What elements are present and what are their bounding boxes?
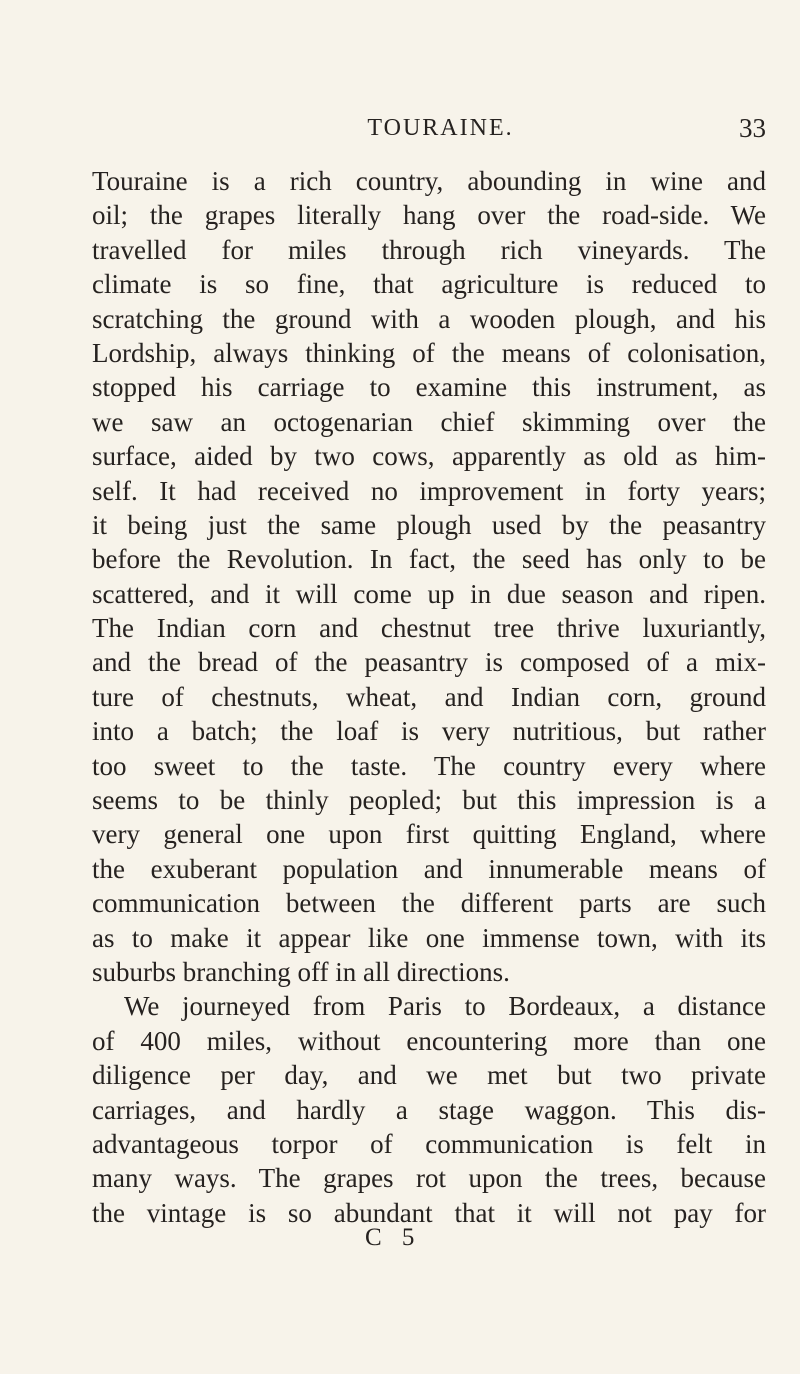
text-line: ture of chestnuts, wheat, and Indian corn, ground xyxy=(92,681,766,712)
text-line: the vintage is so abundant that it will not pay for xyxy=(92,1197,766,1228)
signature-mark: C 5 xyxy=(365,1224,422,1251)
text-line: it being just the same plough used by the peasantry xyxy=(92,509,766,540)
paragraph-start-line: We journeyed from Paris to Bordeaux, a distance xyxy=(124,991,766,1022)
text-line: self. It had received no improvement in forty years; xyxy=(92,475,766,506)
text-line: and the bread of the peasantry is composed of a mix- xyxy=(92,647,766,678)
text-line: seems to be thinly peopled; but this impression is a xyxy=(92,785,766,816)
text-line: diligence per day, and we met but two private xyxy=(92,1060,766,1091)
running-head xyxy=(115,112,766,144)
text-line: advantageous torpor of communication is felt in xyxy=(92,1128,766,1159)
text-line: before the Revolution. In fact, the seed has only to be xyxy=(92,544,766,575)
paragraph-end-line: suburbs branching off in all directions. xyxy=(92,956,510,987)
text-line: scattered, and it will come up in due season and ripen. xyxy=(92,578,766,609)
text-line: into a batch; the loaf is very nutritious, but rather xyxy=(92,716,766,747)
text-line: oil; the grapes literally hang over the road-side. We xyxy=(92,200,766,231)
text-line: Lordship, always thinking of the means of colonisation, xyxy=(92,337,766,368)
text-line: surface, aided by two cows, apparently as old as him- xyxy=(92,441,766,472)
text-line: many ways. The grapes rot upon the trees, because xyxy=(92,1163,766,1194)
text-line: too sweet to the taste. The country every where xyxy=(92,750,766,781)
body-text xyxy=(92,164,766,1230)
running-title: TOURAINE. xyxy=(367,115,514,141)
text-line: we saw an octogenarian chief skimming over the xyxy=(92,406,766,437)
text-line: stopped his carriage to examine this instrument, as xyxy=(92,372,766,403)
text-line: communication between the different parts are such xyxy=(92,888,766,919)
text-line: as to make it appear like one immense town, with its xyxy=(92,922,766,953)
text-line: The Indian corn and chestnut tree thrive luxuriantly, xyxy=(92,613,766,644)
page-number: 33 xyxy=(739,113,766,143)
text-line: Touraine is a rich country, abounding in wine and xyxy=(92,166,766,196)
text-line: of 400 miles, without encountering more than one xyxy=(92,1025,766,1056)
text-line: very general one upon first quitting England, where xyxy=(92,819,766,850)
text-line: scratching the ground with a wooden plough, and his xyxy=(92,303,766,334)
text-line: the exuberant population and innumerable means of xyxy=(92,853,766,884)
text-line: climate is so fine, that agriculture is reduced to xyxy=(92,269,766,300)
text-line: travelled for miles through rich vineyards. The xyxy=(92,234,766,265)
text-line: carriages, and hardly a stage waggon. This dis- xyxy=(92,1094,766,1125)
